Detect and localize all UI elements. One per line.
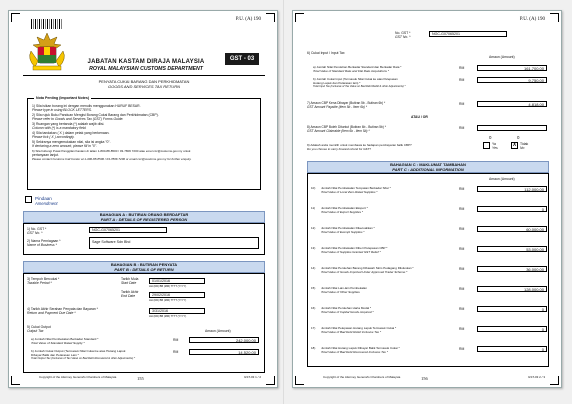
form-title-en: GOODS AND SERVICES TAX RETURN <box>108 84 180 89</box>
gst-claimable-label-en: GST Amount Claimable (Item 6b - Item 5b) * <box>307 129 370 133</box>
input-tax-label: 6) Cukai Input / Input Tax <box>307 51 345 55</box>
row-label-en: Total Value of Other Supplies <box>321 290 360 294</box>
row-label-en: Total Value of Goods Imported Under Approved Trader Scheme * <box>321 270 408 274</box>
business-name-label: 2) Nama Perniagaan * <box>27 239 61 243</box>
part-b-header <box>23 261 265 273</box>
row-number: 11) <box>311 206 316 210</box>
output-tax-total-label-2: Dibayar Balik dan Pelarasan Lain * <box>31 353 79 357</box>
standard-supply-amount[interactable]: 242,000.00 <box>189 337 259 343</box>
row-label-en: Total Value of Bad Debt Relief Inclusive Tax * <box>321 330 382 334</box>
part-c-title-en: PART C : ADDITIONAL INFORMATION <box>392 167 464 172</box>
date-format-hint: HH (DD) BB (MM) TTTT (YYYY) <box>149 315 187 318</box>
row-label: Jumlah Nilai Perolehan Barang Dibawah Skim Pedagang Diluluskan * <box>321 266 414 270</box>
note-line: 1) Sila isikan borang ini dengan menulis menggunakan HURUF BESAR. <box>32 104 141 108</box>
form-page-code: GST-03 2 / 3 <box>527 375 545 379</box>
form-title: PENYATA CUKAI BARANG DAN PERKHIDMATAN <box>98 79 190 84</box>
no-checkbox[interactable]: X <box>512 142 517 148</box>
row-number: 13) <box>311 246 316 250</box>
gst-payable-label-en: GST Amount Payable (Item 5b - Item 6b) * <box>307 105 367 109</box>
page-number: 156 <box>421 376 428 381</box>
note-line: If declaring a zero amount, please fill in "0". <box>32 144 97 148</box>
currency-label: RM <box>459 207 465 211</box>
crop-mark <box>295 376 304 385</box>
row-label: Jumlah Nilai Pembekalan Tempatan Berkadar Sifar * <box>321 186 391 190</box>
note-line: 6) Sila hubungi Pusat Panggilan Kastam di talian 1-800-88-8500 / 03-7806 7200 atau emel ccc@customs.gov.my untuk <box>32 149 191 153</box>
part-a-title: BAHAGIAN A : BUTIRAN ORANG BERDAFTAR <box>99 212 189 217</box>
form-page-2 <box>292 10 562 388</box>
malaysia-crest-icon <box>25 31 69 75</box>
output-tax-total-label: b) Jumlah Cukai Output (Termasuk Nilai Cukai ke atas Hutang Lapuk <box>31 349 126 353</box>
crop-mark <box>550 13 559 22</box>
crop-mark <box>550 376 559 385</box>
amendment-label: Pindaan <box>35 196 52 201</box>
crop-mark <box>295 13 304 22</box>
part-b-title-en: PART B : DETAILS OF RETURN <box>114 267 174 272</box>
note-line: Please contact Customs Call Center at 1-300-88-8500 / 03-7806 7200 or email ccc@customs.gov.my for further enquiry. <box>32 157 192 161</box>
part-c-title: BAHAGIAN C : MAKLUMAT TAMBAHAN <box>390 162 466 167</box>
crop-mark <box>266 376 275 385</box>
yes-count: 0 <box>489 135 492 140</box>
row-number: 15) <box>311 286 316 290</box>
standard-supply-label: a) Jumlah Nilai Pembekalan Berkadar Standard * <box>31 337 99 341</box>
business-name-field[interactable]: Sage Software Sdn Bhd <box>89 237 259 249</box>
currency-label: RM <box>459 347 465 351</box>
note-line: 4) Sila tandakan ( X ) dalam petak yang berkenaan. <box>32 131 110 135</box>
input-tax-total-amount[interactable]: 9,750.00 <box>477 77 547 83</box>
row-label-en: Total Value of Local Zero-Rated Supplies * <box>321 190 378 194</box>
note-line: Please tick ( X ) accordingly. <box>32 135 75 139</box>
amount-header: Amaun (Amount) <box>489 177 515 181</box>
currency-label: RM <box>173 338 179 342</box>
gst-claimable-label: 8) Amaun CBP Boleh Dituntut (Butiran 6b - Butiran 5b) * <box>307 125 386 129</box>
acquisitions-label: a) Jumlah Nilai Perolehan Berkadar Standard dan Berkadar Rata * <box>313 65 402 69</box>
currency-label: RM <box>459 247 465 251</box>
row-label-en: Total Value of Exempt Supplies * <box>321 230 365 234</box>
row-number: 17) <box>311 326 316 330</box>
standard-supply-label-en: Total Value of Standard Rated Supply * <box>31 341 85 345</box>
start-date-label: Tarikh Mula <box>121 277 139 281</box>
gst-payable-amount[interactable]: 4,818.00 <box>477 101 547 107</box>
row-amount[interactable]: 112,000.00 <box>477 186 547 192</box>
crop-mark <box>266 13 275 22</box>
row-label-en: Total Value of Bad Debt Recovered Inclusive Tax * <box>321 350 388 354</box>
row-number: 16) <box>311 306 316 310</box>
end-date-label-en: End Date <box>121 294 136 298</box>
output-tax-label: 5) Cukai Output <box>27 325 51 329</box>
acquisitions-amount[interactable]: 161,700.00 <box>477 65 547 71</box>
amendment-checkbox[interactable] <box>25 196 32 203</box>
acquisitions-label-en: Total Value of Standard Rate and Flat Rate Acquisitions * <box>313 69 389 73</box>
row-amount[interactable]: 53,000.00 <box>477 246 547 252</box>
output-tax-total-amount[interactable]: 14,520.00 <box>189 349 259 355</box>
date-format-hint: HH (DD) BB (MM) TTTT (YYYY) <box>149 285 187 288</box>
row-amount[interactable]: 0 <box>477 326 547 332</box>
department-name: JABATAN KASTAM DIRAJA MALAYSIA <box>87 59 205 65</box>
barcode <box>31 19 63 29</box>
currency-label: RM <box>459 78 465 82</box>
yes-checkbox[interactable] <box>483 142 490 149</box>
row-amount[interactable]: 0 <box>477 206 547 212</box>
divider <box>23 75 265 76</box>
page-number: 155 <box>137 376 144 381</box>
row-label-en: Total Value of Supplies Granted GST Relief * <box>321 250 381 254</box>
currency-label: RM <box>459 102 465 106</box>
input-tax-total-label-2: Hutang Lapuk dan Pelarasan lain) * <box>313 81 361 85</box>
no-count: 0 <box>517 135 520 140</box>
note-line: 5) Sekiranya mengemukakan nilai, sila isi angka "0". <box>32 140 111 144</box>
end-date-field[interactable]: 29/02/2016 <box>149 292 205 298</box>
gst-no-field[interactable]: NGC-G07065201 <box>429 31 507 37</box>
input-tax-total-label-en: Total Input Tax (Inclusive of Tax Value on Bad Debt Relief & other Adjustments) * <box>313 85 406 88</box>
currency-label: RM <box>459 126 465 130</box>
output-tax-total-label-en: Total Output Tax (Inclusive of Tax Value on Bad Debt Recovered & other Adjustments) * <box>31 357 136 360</box>
row-amount[interactable]: 36,000.00 <box>477 266 547 272</box>
currency-label: RM <box>459 327 465 331</box>
amount-header: Amaun (Amount) <box>205 329 231 333</box>
note-line: 3) Ruangan yang bertanda (*) adalah wajib diisi. <box>32 122 105 126</box>
part-a-header <box>23 211 265 223</box>
taxable-period-label: 3) Tempoh Bercukai * <box>27 277 60 281</box>
due-date-field[interactable]: 3/31/2016 <box>149 308 205 314</box>
no-label-en: No <box>520 146 525 150</box>
gst-no-label-en: GST No. * <box>27 231 43 235</box>
currency-label: RM <box>459 267 465 271</box>
row-amount[interactable]: 0 <box>477 306 547 312</box>
row-label: Jumlah Nilai Pelepasan Hutang Lapuk Termasuk Cukai * <box>321 326 397 330</box>
row-number: 12) <box>311 226 316 230</box>
yes-label-en: Yes <box>492 146 498 150</box>
input-tax-total-label: b) Jumlah Cukai Input (Termasuk Nilai Cukai ke atas Pelepasan <box>313 77 398 81</box>
form-page-code: GST-03 1 / 2 <box>243 375 261 379</box>
row-label-en: Total Value of Export Supplies * <box>321 210 363 214</box>
form-code-badge: GST - 03 <box>225 53 259 65</box>
row-amount[interactable]: 128,000.00 <box>477 286 547 292</box>
carry-forward-label: 9) Adakah anda memilih untuk membawa ke hadapan pembayaran balik CBP? <box>307 143 412 147</box>
part-b-title: BAHAGIAN B : BUTIRAN PENYATA <box>110 262 178 267</box>
copyright-notice: Copyright of the Attorney General's Chambers of Malaysia <box>39 375 117 379</box>
note-line: Please refer to Goods and Services Tax (GST) Forms Guide. <box>32 117 124 121</box>
gst-payable-label: 7) Amaun CBP Kena Dibayar (Butiran 5b - Butiran 6b) * <box>307 101 386 105</box>
currency-label: RM <box>459 227 465 231</box>
row-number: 18) <box>311 346 316 350</box>
gst-no-label: No. GST * <box>395 31 411 35</box>
row-amount[interactable]: 0 <box>477 346 547 352</box>
currency-label: RM <box>459 66 465 70</box>
currency-label: RM <box>459 187 465 191</box>
row-label: Jumlah Nilai Perolehan Harta Modal * <box>321 306 372 310</box>
department-name-en: ROYAL MALAYSIAN CUSTOMS DEPARTMENT <box>89 66 203 72</box>
gazette-code: P.U. (A) 190 <box>519 17 545 22</box>
gst-no-label: 1) No. GST * <box>27 227 47 231</box>
row-label: Jumlah Nilai Pembekalan Eksport * <box>321 206 368 210</box>
row-label: Jumlah Nilai Pembekalan Diberi Pelepasan CBP * <box>321 246 388 250</box>
row-number: 10) <box>311 186 316 190</box>
crop-mark <box>11 13 20 22</box>
row-number: 14) <box>311 266 316 270</box>
copyright-notice: Copyright of the Attorney General's Chambers of Malaysia <box>323 375 401 379</box>
gst-claimable-amount[interactable] <box>477 125 547 131</box>
important-notes <box>27 98 261 190</box>
notes-title: Nota Penting (Important Notes) <box>36 96 90 100</box>
end-date-label: Tarikh Akhir <box>121 290 139 294</box>
note-line: pertanyaan lanjut. <box>32 153 59 157</box>
note-line: 2) Sila rujuk Buku Panduan Mengisi Borang Cukai Barang dan Perkhidmatan (CBP). <box>32 113 159 117</box>
carry-forward-label-en: Do you choose to carry forward refund for GST? <box>307 147 372 151</box>
taxable-period-label-en: Taxable Period * <box>27 281 52 285</box>
start-date-field[interactable]: 01/01/2016 <box>149 278 205 284</box>
row-amount[interactable]: 60,000.00 <box>477 226 547 232</box>
start-date-label-en: Start Date <box>121 281 137 285</box>
currency-label: RM <box>459 287 465 291</box>
date-format-hint: HH (DD) BB (MM) TTTT (YYYY) <box>149 299 187 302</box>
row-label-en: Total Value of Capital Goods Acquired * <box>321 310 374 314</box>
row-label: Jumlah Nilai Lain-lain Pembekalan <box>321 286 368 290</box>
row-label: Jumlah Nilai Pembekalan Dikecualikan * <box>321 226 375 230</box>
form-page-1 <box>8 10 278 388</box>
yes-label: Ya <box>492 142 496 146</box>
crop-mark <box>11 376 20 385</box>
part-a-title-en: PART A : DETAILS OF REGISTERED PERSON <box>100 217 188 222</box>
or-separator: ATAU / OR <box>411 115 428 119</box>
gazette-code: P.U. (A) 190 <box>235 17 261 22</box>
note-line: Column with (*) is a mandatory field. <box>32 126 87 130</box>
amount-header: Amaun (Amount) <box>489 55 515 59</box>
due-date-label: 4) Tarikh Akhir Serahan Penyata dan Bayaran * <box>27 307 98 311</box>
due-date-label-en: Return and Payment Due Date * <box>27 311 76 315</box>
currency-label: RM <box>459 307 465 311</box>
gst-no-label-en: GST No. * <box>395 35 411 39</box>
gst-no-field[interactable]: NGC-G07065201 <box>89 227 167 233</box>
part-c-header <box>307 161 549 173</box>
page-gutter <box>283 0 284 404</box>
no-label: Tidak <box>520 142 529 146</box>
note-line: Please type in using BLOCK LETTERS. <box>32 108 92 112</box>
row-label: Jumlah Nilai Hutang Lapuk Dibayar Balik Termasuk Cukai * <box>321 346 400 350</box>
output-tax-label-en: Output Tax <box>27 329 44 333</box>
amendment-label-en: Amendment <box>35 201 58 206</box>
currency-label: RM <box>173 350 179 354</box>
business-name-label-en: Name of Business * <box>27 243 57 247</box>
